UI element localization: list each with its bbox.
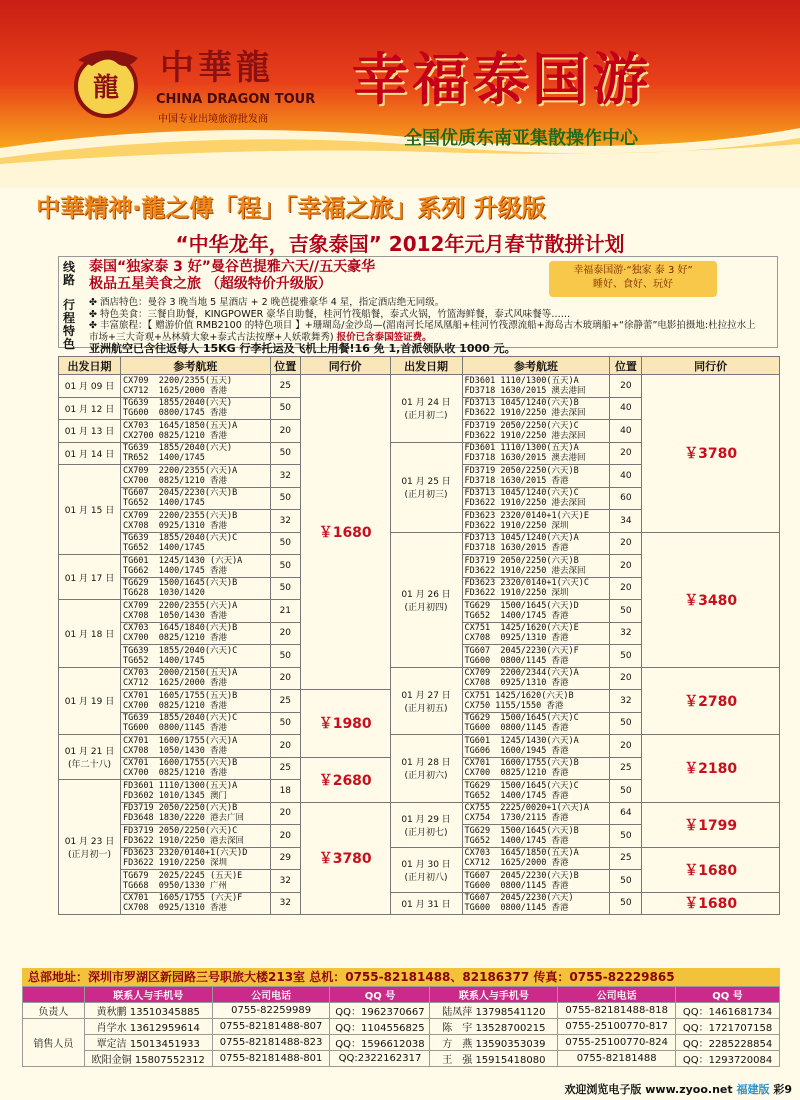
staff-header-cell: 联系人与手机号	[430, 987, 558, 1003]
staff-t2: 0755-25100770-817	[558, 1019, 676, 1035]
departure-date: 01 月 14 日	[59, 442, 121, 465]
flight-info: FD3623 2320/0140+1(六天)D FD3622 1910/2250 深圳	[120, 847, 270, 870]
seat-count: 21	[270, 600, 300, 623]
staff-q1: QQ：1962370667	[330, 1003, 430, 1019]
flight-info: TG629 1500/1645(六天)C TG652 1400/1745 香港	[462, 780, 610, 803]
price-cell: ￥1680	[642, 892, 780, 915]
departure-date: 01 月 28 日 (正月初六)	[390, 735, 462, 803]
seat-count: 25	[610, 847, 642, 870]
flight-info: TG607 2045/2230(六天)F TG600 0800/1145 香港	[462, 645, 610, 668]
departure-date: 01 月 26 日 (正月初四)	[390, 532, 462, 667]
staff-c2: 陆凤萍 13798541120	[430, 1003, 558, 1019]
svg-text:龍: 龍	[92, 73, 120, 103]
flight-info: CX703 2000/2150(五天)A CX712 1625/2000 香港	[120, 667, 270, 690]
flight-info: CX709 2200/2355(六天)B CX708 0925/1310 香港	[120, 510, 270, 533]
flight-info: FD3713 1045/1240(六天)A FD3718 1630/2015 香港	[462, 532, 610, 555]
staff-q1: QQ：1104556825	[330, 1019, 430, 1035]
price-cell: ￥3780	[300, 802, 390, 915]
seat-count: 25	[270, 375, 300, 398]
logo-chinese: 中華龍	[160, 48, 274, 88]
price-cell: ￥1799	[642, 802, 780, 847]
flight-info: CX701 1600/1755(六天)A CX708 1050/1430 香港	[120, 735, 270, 758]
staff-header-cell: 公司电话	[558, 987, 676, 1003]
seat-count: 18	[270, 780, 300, 803]
seat-count: 50	[610, 712, 642, 735]
departure-date: 01 月 24 日 (正月初二)	[390, 375, 462, 443]
flight-info: TG639 1855/2040(六天)C TG652 1400/1745	[120, 645, 270, 668]
seat-count: 20	[610, 577, 642, 600]
header-banner	[0, 0, 800, 182]
seat-count: 32	[610, 622, 642, 645]
staff-header-row	[23, 987, 780, 1003]
price-cell: ￥2180	[642, 735, 780, 803]
series-slogan: 中華精神·龍之傳「程」「幸福之旅」系列 升级版	[36, 194, 546, 222]
features-label: 行程特色	[63, 298, 76, 351]
flight-info: TG629 1500/1645(六天)B TG652 1400/1745 香港	[462, 825, 610, 848]
flight-info: FD3601 1110/1300(五天)A FD3718 1630/2015 澳去港回	[462, 442, 610, 465]
flight-info: TG601 1245/1430 (六天)A TG662 1400/1745 香港	[120, 555, 270, 578]
feature-hotel-text: 酒店特色：曼谷 3 晚当地 5 星酒店 + 2 晚芭提雅豪华 4 星，指定酒店绝无同级。	[99, 297, 445, 308]
staff-t2: 0755-82181488-818	[558, 1003, 676, 1019]
flight-info: TG629 1500/1645(六天)B TG628 1030/1420	[120, 577, 270, 600]
route-label: 线路	[63, 260, 76, 287]
route-text	[89, 259, 375, 293]
departure-date: 01 月 17 日	[59, 555, 121, 600]
seat-count: 32	[270, 510, 300, 533]
seat-count: 29	[270, 847, 300, 870]
seat-count: 50	[610, 645, 642, 668]
feature-tour-text: 丰富旅程：【 赠游价值 RMB2100 的特色项目 】+珊瑚岛/金沙岛—(湄南河长尾凤凰船+桂河竹筏漂流船+海岛古木玻璃船+“徐静蕾”电影拍摄地:杜拉拉水上市场+三大奇观+丛林骑大象+泰式古法按摩+人妖歌舞秀)	[89, 320, 756, 343]
staff-t2: 0755-25100770-824	[558, 1035, 676, 1051]
feature-tour: ✤ 丰富旅程：【 赠游价值 RMB2100 的特色项目 】+珊瑚岛/金沙岛—(湄南河长尾凤凰船+桂河竹筏漂流船+海岛古木玻璃船+“徐静蕾”电影拍摄地:杜拉拉水上市场+三大奇观+丛林骑大象+泰式古法按摩+人妖歌舞秀) 报价已含泰国签证费。	[89, 320, 756, 343]
staff-c1: 覃定洁 15013451933	[84, 1035, 212, 1051]
feature-tax: 亚洲航空已含往返每人 15KG 行李托运及飞机上用餐!16 免 1,首派领队收 1000 元。	[89, 342, 516, 355]
seat-count: 50	[270, 577, 300, 600]
flight-info: FD3719 2050/2250(六天)B FD3718 1630/2015 香港	[462, 465, 610, 488]
footer-section: 福建版	[736, 1083, 770, 1096]
feature-hotel: ✤ 酒店特色：曼谷 3 晚当地 5 星酒店 + 2 晚芭提雅豪华 4 星，指定酒店绝无同级。	[89, 297, 445, 308]
flight-info: CX709 2200/2355(六天)A CX708 1050/1430 香港	[120, 600, 270, 623]
seat-count: 50	[610, 600, 642, 623]
features-list	[89, 297, 759, 355]
departure-date: 01 月 13 日	[59, 420, 121, 443]
flight-info: CX751 1425/1620(六天)B CX750 1155/1550 香港	[462, 690, 610, 713]
flight-info: FD3719 2050/2250(六天)B FD3648 1830/2220 港去广回	[120, 802, 270, 825]
flight-info: TG639 1855/2040(六天)C TG652 1400/1745	[120, 532, 270, 555]
logo-english: CHINA DRAGON TOUR	[156, 92, 316, 107]
staff-role: 销售人员	[23, 1019, 85, 1067]
staff-q2: QQ：1721707158	[676, 1019, 780, 1035]
seat-count: 40	[610, 420, 642, 443]
departure-date: 01 月 12 日	[59, 397, 121, 420]
departure-date: 01 月 19 日	[59, 667, 121, 735]
seat-count: 50	[270, 397, 300, 420]
staff-row	[23, 1051, 780, 1067]
departure-date: 01 月 23 日 (正月初一)	[59, 780, 121, 915]
flight-info: TG639 1855/2040(六天) TG600 0800/1745 香港	[120, 397, 270, 420]
staff-q1: QQ：1596612038	[330, 1035, 430, 1051]
route-badge	[549, 261, 717, 297]
departure-date: 01 月 29 日 (正月初七)	[390, 802, 462, 847]
seat-count: 20	[610, 442, 642, 465]
departure-date: 01 月 30 日 (正月初八)	[390, 847, 462, 892]
flight-info: CX751 1425/1620(六天)E CX708 0925/1310 香港	[462, 622, 610, 645]
seat-count: 20	[270, 825, 300, 848]
schedule-header-cell: 参考航班	[120, 357, 270, 375]
seat-count: 40	[610, 465, 642, 488]
flight-info: CX709 2200/2355(五天) CX712 1625/2000 香港	[120, 375, 270, 398]
seat-count: 20	[270, 802, 300, 825]
seat-count: 20	[610, 735, 642, 758]
staff-q2: QQ：1293720084	[676, 1051, 780, 1067]
flight-info: FD3623 2320/0140+1(六天)C FD3622 1910/2250 深圳	[462, 577, 610, 600]
staff-row	[23, 1035, 780, 1051]
departure-date: 01 月 18 日	[59, 600, 121, 668]
feature-visa: 报价已含泰国签证费。	[336, 331, 432, 343]
seat-count: 50	[610, 870, 642, 893]
price-cell: ￥1680	[642, 847, 780, 892]
schedule-table	[58, 356, 780, 915]
page-title: 幸福泰国游	[352, 47, 652, 113]
seat-count: 20	[610, 667, 642, 690]
staff-c2: 王 强 15915418080	[430, 1051, 558, 1067]
footer	[0, 1080, 800, 1100]
flight-info: CX709 2200/2344(六天)A CX708 0925/1310 香港	[462, 667, 610, 690]
seat-count: 20	[270, 735, 300, 758]
flight-info: FD3713 1045/1240(六天)B FD3622 1910/2250 港去深回	[462, 397, 610, 420]
staff-c2: 陈 宇 13528700215	[430, 1019, 558, 1035]
staff-role-header	[23, 987, 85, 1003]
seat-count: 20	[610, 555, 642, 578]
badge-line-2: 睡好、食好、玩好	[593, 279, 673, 290]
plan-title: “中华龙年，吉象泰国” 2012年元月春节散拼计划	[175, 232, 625, 256]
schedule-header-cell: 出发日期	[59, 357, 121, 375]
flight-info: CX703 1645/1850(五天)A CX712 1625/2000 香港	[462, 847, 610, 870]
staff-c1: 黄秋鹏 13510345885	[84, 1003, 212, 1019]
staff-t2: 0755-82181488	[558, 1051, 676, 1067]
flight-info: FD3601 1110/1300(五天)A FD3718 1630/2015 澳去港回	[462, 375, 610, 398]
seat-count: 25	[610, 757, 642, 780]
seat-count: 50	[610, 780, 642, 803]
staff-header-cell: QQ 号	[676, 987, 780, 1003]
staff-row	[23, 1003, 780, 1019]
schedule-header-cell: 参考航班	[462, 357, 610, 375]
table-row	[59, 802, 780, 825]
schedule-header-cell: 同行价	[642, 357, 780, 375]
staff-t1: 0755-82181488-807	[212, 1019, 330, 1035]
table-row	[59, 532, 780, 555]
departure-date: 01 月 09 日	[59, 375, 121, 398]
seat-count: 20	[610, 375, 642, 398]
flight-info: TG639 1855/2040(六天)C TG600 0800/1145 香港	[120, 712, 270, 735]
departure-date: 01 月 31 日	[390, 892, 462, 915]
flight-info: CX703 1645/1850(五天)A CX2700 0825/1210 香港	[120, 420, 270, 443]
price-cell: ￥3780	[642, 375, 780, 533]
staff-role: 负责人	[23, 1003, 85, 1019]
schedule-header-cell: 同行价	[300, 357, 390, 375]
flight-info: FD3713 1045/1240(六天)C FD3622 1910/2250 港去深回	[462, 487, 610, 510]
staff-header-cell: 公司电话	[212, 987, 330, 1003]
flight-info: CX709 2200/2355(六天)A CX700 0825/1210 香港	[120, 465, 270, 488]
seat-count: 20	[270, 622, 300, 645]
flight-info: TG607 2045/2230(六天)B TG652 1400/1745	[120, 487, 270, 510]
footer-text: 欢迎浏览电子版 www.zyoo.net	[564, 1083, 733, 1096]
flight-info: FD3623 2320/0140+1(六天)E FD3622 1910/2250 深圳	[462, 510, 610, 533]
staff-table	[22, 986, 780, 1067]
schedule-header-cell: 出发日期	[390, 357, 462, 375]
seat-count: 25	[270, 757, 300, 780]
badge-line-1: 幸福泰国游·“独家 泰 3 好”	[573, 265, 693, 276]
staff-t1: 0755-82181488-823	[212, 1035, 330, 1051]
seat-count: 50	[270, 487, 300, 510]
route-line-2: 极品五星美食之旅 （超级特价升级版）	[89, 276, 332, 292]
staff-header-cell: QQ 号	[330, 987, 430, 1003]
price-cell: ￥3480	[642, 532, 780, 667]
contact-bar: 总部地址：深圳市罗湖区新园路三号职旅大楼213室 总机：0755-82181488、82186377 传真：0755-82229865	[22, 968, 780, 986]
staff-q2: QQ：2285228854	[676, 1035, 780, 1051]
route-line-1: 泰国“独家泰 3 好”曼谷芭提雅六天//五天豪华	[89, 259, 376, 275]
seat-count: 32	[270, 870, 300, 893]
seat-count: 50	[270, 442, 300, 465]
seat-count: 50	[270, 645, 300, 668]
seat-count: 32	[610, 690, 642, 713]
seat-count: 50	[270, 712, 300, 735]
flight-info: CX701 1605/1755(五天)B CX700 0825/1210 香港	[120, 690, 270, 713]
flight-info: TG607 2045/2230(六天) TG600 0800/1145 香港	[462, 892, 610, 915]
departure-date: 01 月 25 日 (正月初三)	[390, 442, 462, 532]
schedule-header-cell: 位置	[270, 357, 300, 375]
wave-decoration	[0, 118, 800, 188]
schedule-header-row	[59, 357, 780, 375]
price-cell: ￥2780	[642, 667, 780, 735]
price-cell: ￥1980	[300, 690, 390, 758]
table-row	[59, 375, 780, 398]
seat-count: 20	[610, 532, 642, 555]
seat-count: 50	[270, 532, 300, 555]
staff-header-cell: 联系人与手机号	[84, 987, 212, 1003]
table-row	[59, 667, 780, 690]
logo-subtitle: 中国专业出境旅游批发商	[158, 114, 268, 125]
flight-info: CX703 1645/1840(六天)B CX700 0825/1210 香港	[120, 622, 270, 645]
seat-count: 40	[610, 397, 642, 420]
flight-info: CX701 1600/1755(六天)B CX700 0825/1210 香港	[462, 757, 610, 780]
departure-date: 01 月 21 日 (年二十八)	[59, 735, 121, 780]
seat-count: 34	[610, 510, 642, 533]
flight-info: FD3601 1110/1300(五天)A FD3602 1010/1345 澳门	[120, 780, 270, 803]
seat-count: 60	[610, 487, 642, 510]
flight-info: TG629 1500/1645(六天)D TG652 1400/1745 香港	[462, 600, 610, 623]
seat-count: 64	[610, 802, 642, 825]
route-box	[58, 256, 778, 355]
flight-info: FD3719 2050/2250(六天)B FD3622 1910/2250 港去深回	[462, 555, 610, 578]
staff-c1: 欧阳金铜 15807552312	[84, 1051, 212, 1067]
center-slogan: 全国优质东南亚集散操作中心	[404, 128, 638, 149]
staff-t1: 0755-82259989	[212, 1003, 330, 1019]
staff-t1: 0755-82181488-801	[212, 1051, 330, 1067]
flight-info: FD3719 2050/2250(六天)C FD3622 1910/2250 港去深回	[120, 825, 270, 848]
flight-info: TG639 1855/2040(六天) TR652 1400/1745	[120, 442, 270, 465]
price-cell: ￥1680	[300, 375, 390, 690]
flight-info: CX701 1600/1755(六天)B CX700 0825/1210 香港	[120, 757, 270, 780]
feature-food: ✤ 特色美食：三餐自助餐，KINGPOWER 豪华自助餐，桂河竹筏船餐，泰式火锅，竹篮海鲜餐，泰式风味餐等……	[89, 308, 571, 320]
staff-q2: QQ：1461681734	[676, 1003, 780, 1019]
flight-info: CX701 1605/1755 (六天)F CX708 0925/1310 香港	[120, 892, 270, 915]
seat-count: 20	[270, 420, 300, 443]
staff-row	[23, 1019, 780, 1035]
schedule-header-cell: 位置	[610, 357, 642, 375]
staff-c1: 肖学水 13612959614	[84, 1019, 212, 1035]
price-cell: ￥2680	[300, 757, 390, 802]
departure-date: 01 月 27 日 (正月初五)	[390, 667, 462, 735]
table-row	[59, 847, 780, 870]
table-row	[59, 892, 780, 915]
seat-count: 50	[610, 825, 642, 848]
seat-count: 50	[610, 892, 642, 915]
staff-c2: 方 燕 13590353039	[430, 1035, 558, 1051]
staff-q1: QQ:2322162317	[330, 1051, 430, 1067]
dragon-logo-icon	[58, 40, 154, 120]
flight-info: FD3719 2050/2250(六天)C FD3622 1910/2250 港去深回	[462, 420, 610, 443]
seat-count: 50	[270, 555, 300, 578]
flight-info: TG601 1245/1430(六天)A TG606 1600/1945 香港	[462, 735, 610, 758]
flight-info: TG679 2025/2245 (五天)E TG668 0950/1330 广州	[120, 870, 270, 893]
seat-count: 32	[270, 465, 300, 488]
flight-info: TG607 2045/2230(六天)B TG600 0800/1145 香港	[462, 870, 610, 893]
footer-page: 彩9	[773, 1083, 792, 1096]
feature-food-text: 特色美食：三餐自助餐，KINGPOWER 豪华自助餐，桂河竹筏船餐，泰式火锅，竹篮海鲜餐，泰式风味餐等……	[99, 308, 571, 320]
departure-date: 01 月 15 日	[59, 465, 121, 555]
seat-count: 25	[270, 690, 300, 713]
flight-info: TG629 1500/1645(六天)C TG600 0800/1145 香港	[462, 712, 610, 735]
seat-count: 32	[270, 892, 300, 915]
table-row	[59, 735, 780, 758]
flight-info: CX755 2225/0020+1(六天)A CX754 1730/2115 香港	[462, 802, 610, 825]
seat-count: 20	[270, 667, 300, 690]
